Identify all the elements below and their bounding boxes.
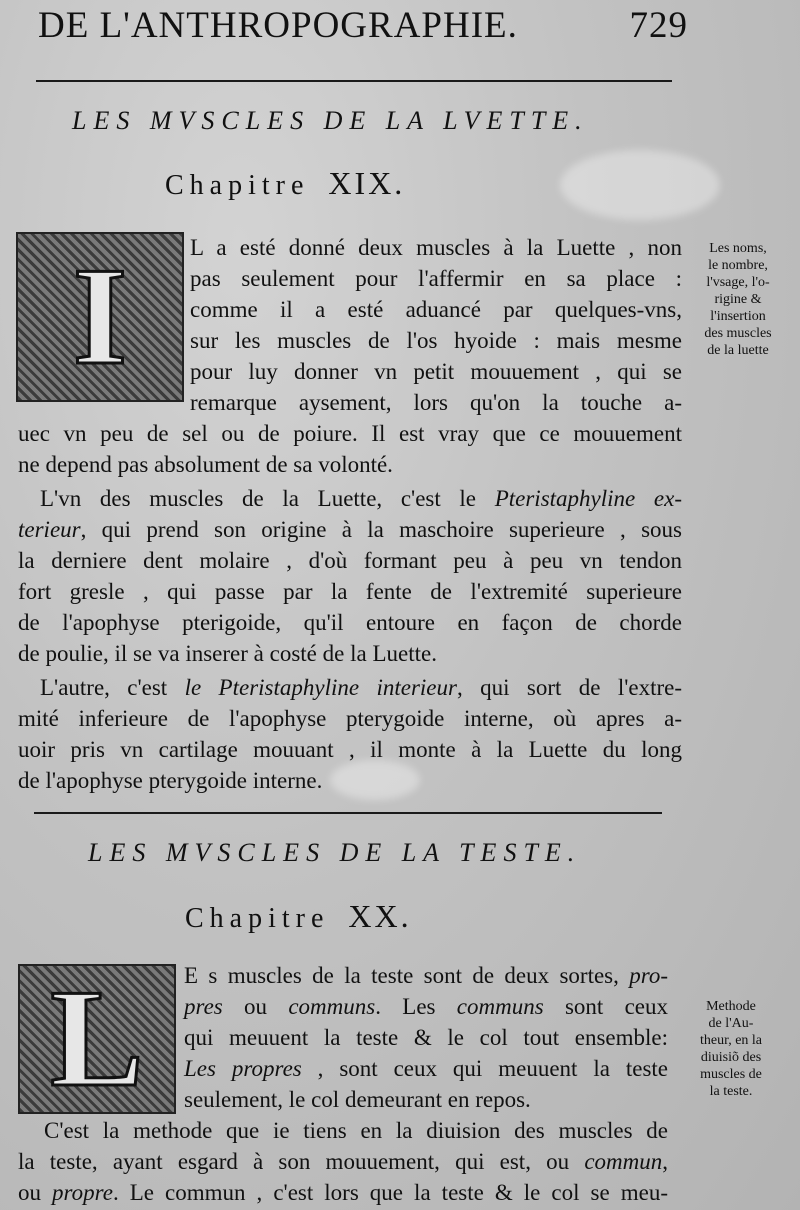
ornamental-initial-l bbox=[18, 961, 176, 1116]
italic-term: pres bbox=[184, 994, 223, 1019]
text-line: C'est la methode que ie tiens en la diuision des muscles de bbox=[44, 1118, 668, 1143]
section-title-luette: LES MVSCLES DE LA LVETTE. bbox=[72, 106, 589, 135]
text-run: , bbox=[662, 1149, 668, 1174]
margin-note-line: l'vsage, l'o- bbox=[706, 275, 770, 290]
margin-note-line: theur, en la bbox=[699, 1033, 763, 1048]
italic-term: Pteristaphyline ex- bbox=[494, 486, 682, 511]
section-title-teste: LES MVSCLES DE LA TESTE. bbox=[88, 838, 582, 867]
text-line: remarque aysement, lors qu'on la touche a- bbox=[190, 390, 682, 415]
ornamental-initial-i bbox=[16, 232, 184, 402]
initial-letter: L bbox=[50, 961, 144, 1116]
text-run: E s muscles de la teste sont de deux sortes, bbox=[184, 963, 630, 988]
margin-note-line: muscles de bbox=[700, 1067, 762, 1082]
margin-note-line: le nombre, bbox=[708, 258, 768, 273]
italic-term: communs bbox=[288, 994, 376, 1019]
text-run: la teste, ayant esgard à son mouuement, qui est, ou bbox=[18, 1149, 585, 1174]
text-line: qui meuuent la teste & le col tout ensemble: bbox=[184, 1025, 668, 1050]
margin-note-luette bbox=[688, 240, 788, 359]
text-run: , qui sort de l'extre- bbox=[456, 675, 683, 700]
chapter-label: Chapitre bbox=[185, 903, 330, 934]
margin-note-line: Methode bbox=[706, 999, 756, 1014]
running-header bbox=[38, 4, 688, 47]
text-line bbox=[18, 1150, 668, 1173]
paper-stain bbox=[560, 150, 720, 220]
text-run: ou bbox=[222, 994, 289, 1019]
text-line: pas seulement pour l'affermir en sa place : bbox=[190, 266, 682, 291]
text-line: comme il a esté aduancé par quelques-vns, bbox=[190, 297, 682, 322]
text-line bbox=[18, 1181, 668, 1204]
italic-term: communs bbox=[456, 994, 544, 1019]
running-title: DE L'ANTHROPOGRAPHIE. bbox=[38, 5, 518, 46]
text-run: L'autre, c'est bbox=[40, 675, 185, 700]
italic-term: Les propres bbox=[184, 1056, 302, 1081]
margin-note-line: diuisiõ des bbox=[700, 1050, 762, 1065]
text-line: de poulie, il se va inserer à costé de la Luette. bbox=[18, 641, 437, 666]
text-run: L'vn des muscles de la Luette, c'est le bbox=[40, 486, 495, 511]
text-line: ne depend pas absolument de sa volonté. bbox=[18, 452, 393, 477]
margin-note-line: la teste. bbox=[709, 1084, 753, 1099]
text-line bbox=[18, 518, 682, 541]
chapter-heading-20 bbox=[185, 898, 412, 935]
text-run: ou bbox=[18, 1180, 53, 1205]
text-run: . Le commun , c'est lors que la teste & le col se meu- bbox=[112, 1180, 669, 1205]
text-line bbox=[184, 995, 668, 1018]
margin-note-teste bbox=[676, 998, 786, 1100]
text-line bbox=[40, 676, 682, 699]
text-line: sur les muscles de l'os hyoide : mais mesme bbox=[190, 328, 682, 353]
margin-note-line: de la luette bbox=[707, 343, 769, 358]
text-run: , sont ceux qui meuuent la teste bbox=[301, 1056, 669, 1081]
text-run: sont ceux bbox=[543, 994, 669, 1019]
text-line: seulement, le col demeurant en repos. bbox=[184, 1087, 531, 1112]
paper-stain bbox=[330, 760, 420, 800]
text-line: pour luy donner vn petit mouuement , qui se bbox=[190, 359, 682, 384]
text-line: mité inferieure de l'apophyse pterygoide interne, où apres a- bbox=[18, 706, 682, 731]
margin-note-line: rigine & bbox=[714, 292, 762, 307]
text-line: uec vn peu de sel ou de poiure. Il est vray que ce mouuement bbox=[18, 421, 682, 446]
section-divider-rule bbox=[34, 812, 662, 814]
text-line bbox=[184, 964, 668, 987]
text-line: L a esté donné deux muscles à la Luette , non bbox=[190, 235, 682, 260]
italic-term: propre bbox=[52, 1180, 113, 1205]
text-line: uoir pris vn cartilage mouuant , il monte à la Luette du long bbox=[18, 737, 682, 762]
italic-term: commun bbox=[584, 1149, 663, 1174]
chapter-number: XIX. bbox=[328, 165, 406, 201]
text-line: de l'apophyse pterigoide, qu'il entoure en façon de chorde bbox=[18, 610, 682, 635]
text-line: la derniere dent molaire , d'où formant peu à peu vn tendon bbox=[18, 548, 682, 573]
page-number: 729 bbox=[629, 5, 688, 46]
text-line: fort gresle , qui passe par la fente de l'extremité superieure bbox=[18, 579, 682, 604]
chapter-label: Chapitre bbox=[165, 170, 310, 201]
text-line bbox=[184, 1057, 668, 1080]
margin-note-line: de l'Au- bbox=[708, 1016, 754, 1031]
initial-letter: I bbox=[72, 239, 128, 394]
margin-note-line: des muscles bbox=[704, 326, 772, 341]
italic-term: le Pteristaphyline interieur bbox=[184, 675, 457, 700]
header-rule bbox=[36, 80, 672, 82]
text-run: . Les bbox=[375, 994, 457, 1019]
chapter-number: XX. bbox=[348, 898, 412, 934]
italic-term: terieur bbox=[18, 517, 81, 542]
text-line bbox=[40, 487, 682, 510]
text-line: de l'apophyse pterygoide interne. bbox=[18, 768, 323, 793]
margin-note-line: Les noms, bbox=[709, 241, 767, 256]
italic-term: pro- bbox=[629, 963, 668, 988]
margin-note-line: l'insertion bbox=[710, 309, 766, 324]
text-run: , qui prend son origine à la maschoire superieure , sous bbox=[80, 517, 682, 542]
chapter-heading-19 bbox=[165, 165, 405, 202]
